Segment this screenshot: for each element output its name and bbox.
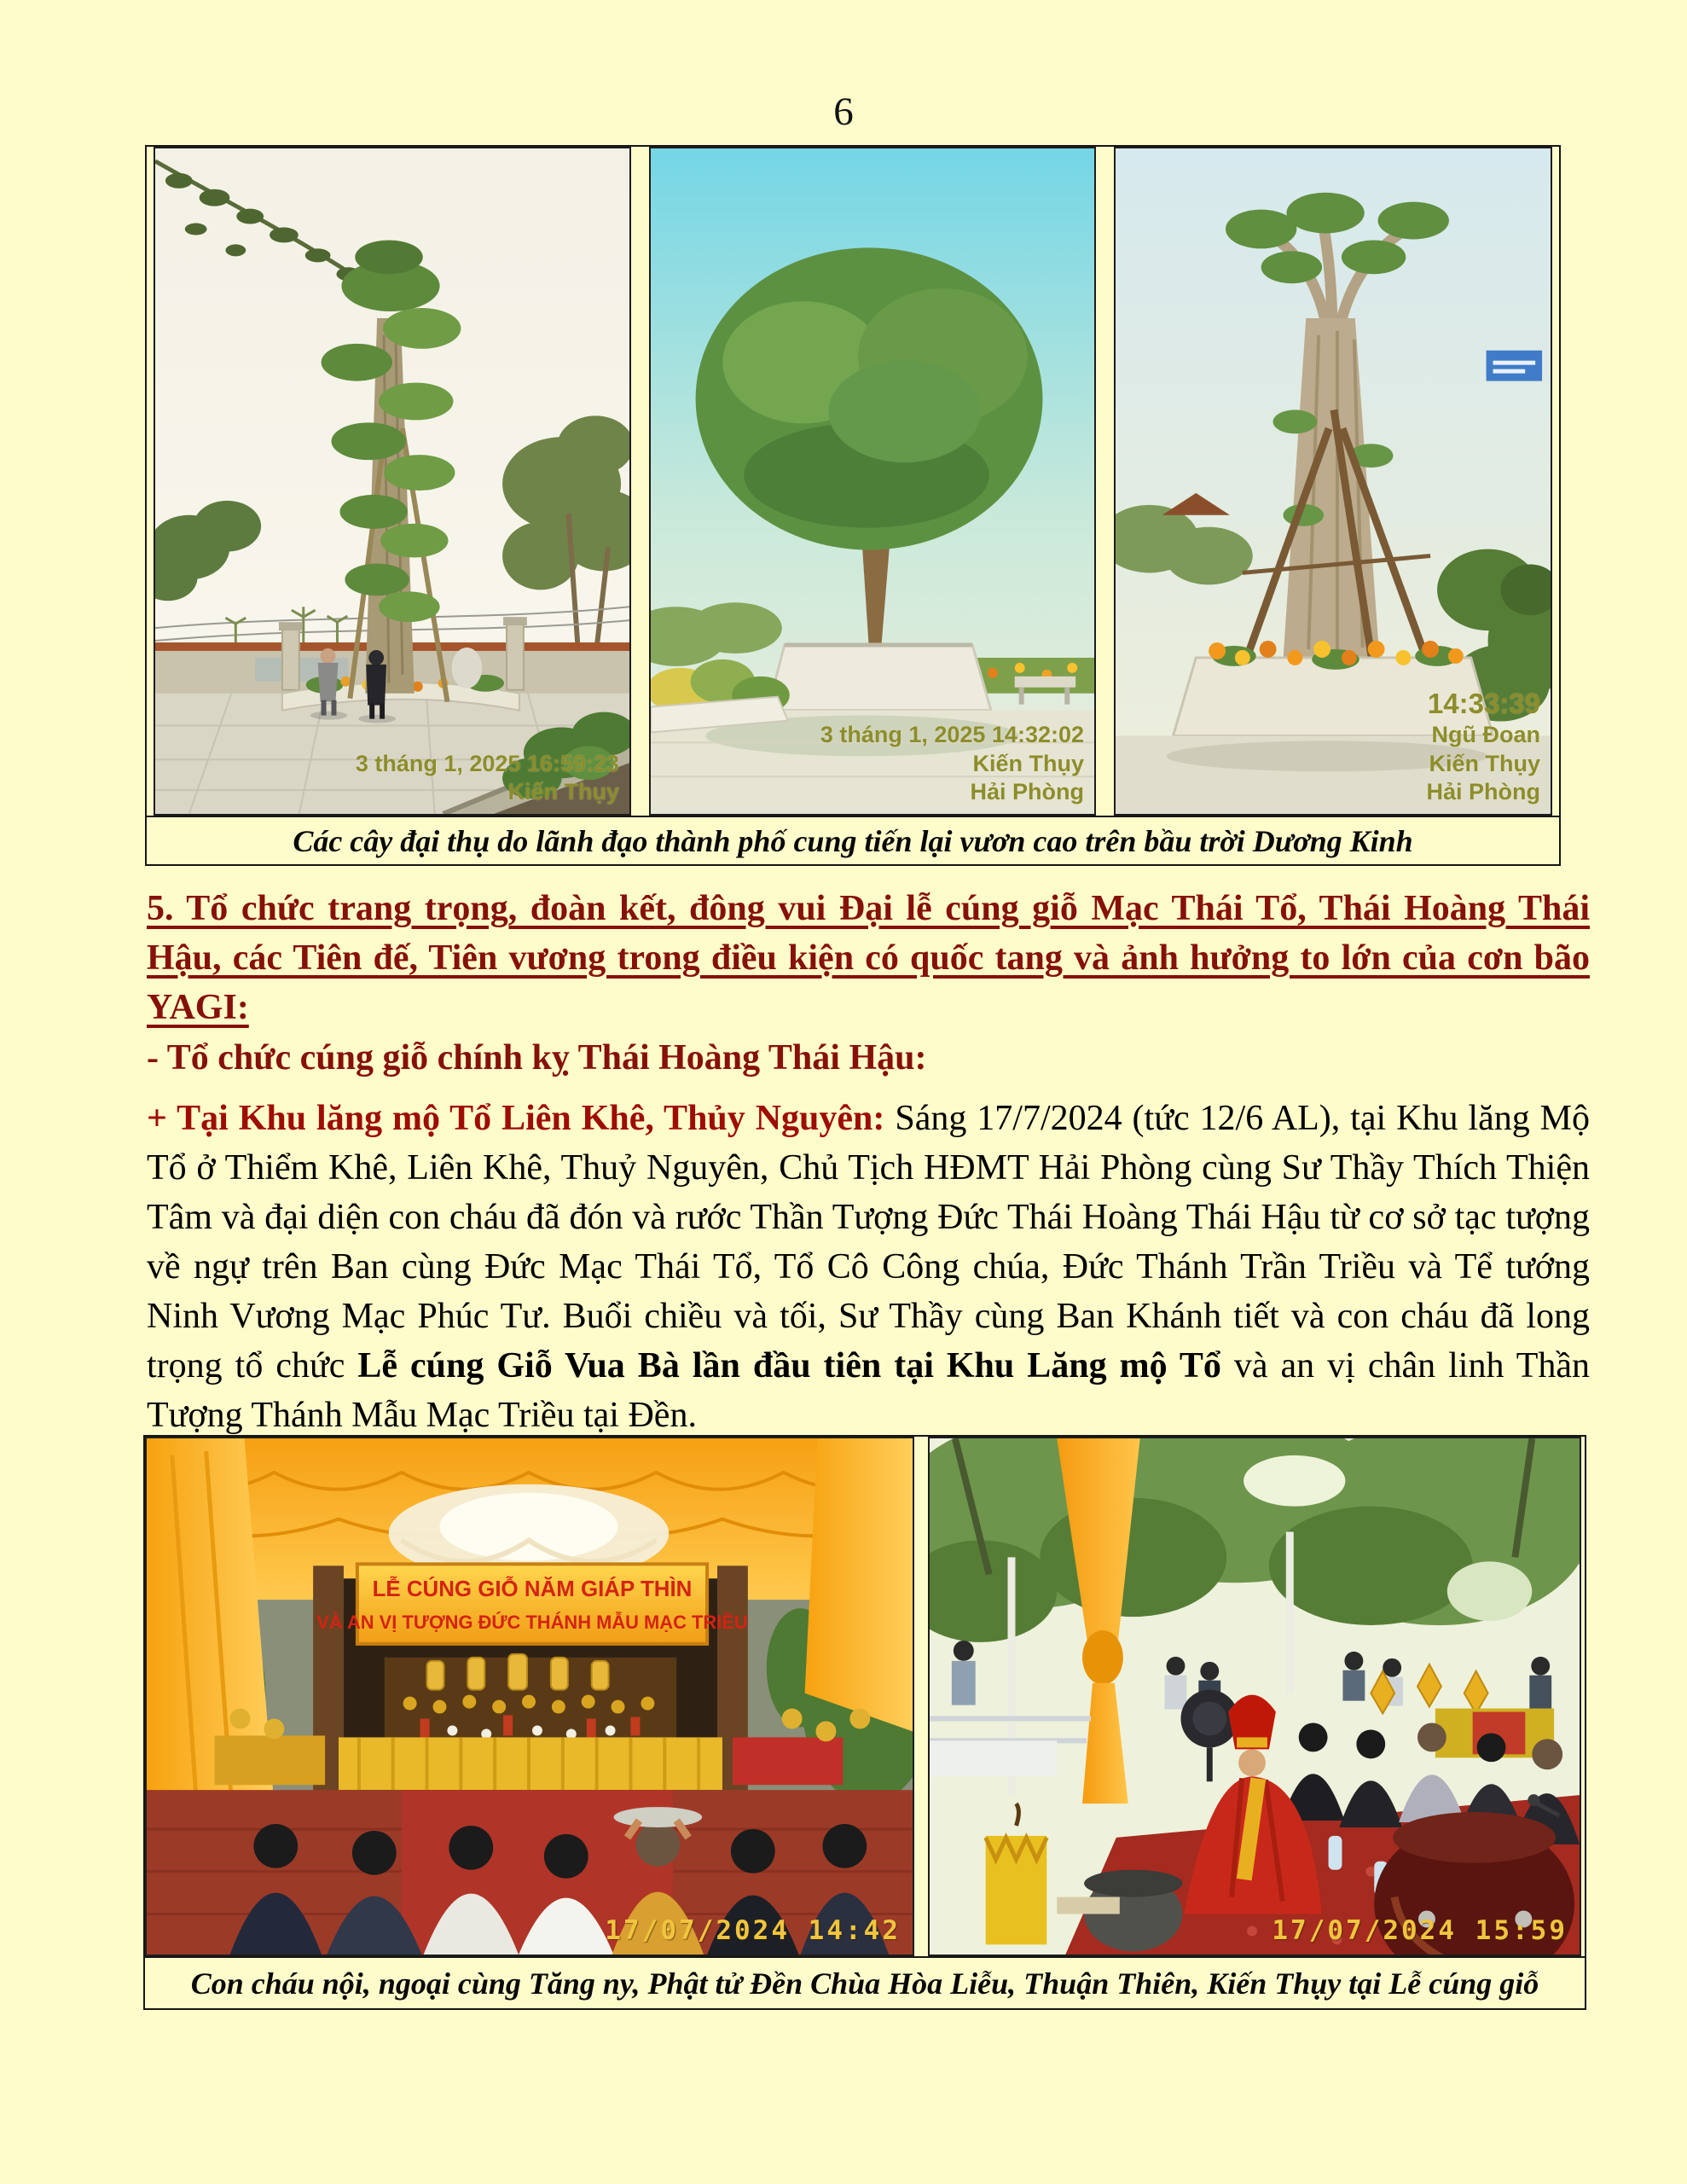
ceremony-banner-line2: VÀ AN VỊ TƯỢNG ĐỨC THÁNH MẪU MẠC TRIỀU xyxy=(316,1612,748,1634)
photo-ceremony-outdoor xyxy=(928,1437,1581,1956)
photo-tree-hai-phong xyxy=(649,147,1096,816)
ceremony-banner-line1: LỄ CÚNG GIỖ NĂM GIÁP THÌN xyxy=(372,1577,693,1602)
photo-ceremony-altar xyxy=(145,1437,914,1956)
outdoor-ceremony-illustration xyxy=(930,1438,1580,1955)
body-paragraph xyxy=(147,1094,1590,1440)
watermark-line: Kiến Thụy xyxy=(972,750,1084,776)
paragraph-text: và an vị chân linh Thần Tượng Thánh Mẫu Mạc Triều tại Đền. xyxy=(147,1346,1590,1435)
paragraph-text: Sáng 17/7/2024 (tức 12/6 AL), tại Khu lăng Mộ Tổ ở Thiểm Khê, Liên Khê, Thuỷ Nguyên, Chủ Tịch HĐMT Hải Phòng cùng Sư Thầy Thích Thiện Tâm và đại diện con cháu đã đón và rước Thần Tượng Đức Thái Hoàng Thái Hậu từ cơ sở tạc tượng về ngự trên Ban cùng Đức Mạc Thái Tổ, Tổ Cô Công chúa, Đức Thánh Trần Triều và Tể tướng Ninh Vương Mạc Phúc Tư. Buổi chiều và tối, Sư Thầy cùng Ban Khánh tiết và con cháu đã long trọng tổ chức xyxy=(147,1099,1590,1385)
watermark-line: 3 tháng 1, 2025 16:59:23 xyxy=(355,750,619,776)
bottom-photo-gallery xyxy=(143,1435,1586,2010)
photo-timestamp: 17/07/2024 14:42 xyxy=(605,1915,901,1947)
photo-watermark xyxy=(820,721,1084,807)
paragraph-bold: Lễ cúng Giỗ Vua Bà lần đầu tiên tại Khu Lăng mộ Tổ xyxy=(357,1346,1221,1385)
watermark-line: Hải Phòng xyxy=(1426,779,1540,805)
watermark-line: Ngũ Đoan xyxy=(1431,721,1540,747)
watermark-line: 3 tháng 1, 2025 14:32:02 xyxy=(820,721,1084,747)
page-number: 6 xyxy=(833,90,854,134)
watermark-line: Hải Phòng xyxy=(970,779,1084,805)
photo-watermark xyxy=(356,750,619,808)
photo-watermark xyxy=(1427,686,1541,808)
caption-text: Con cháu nội, ngoại cùng Tăng ny, Phật tử Đền Chùa Hòa Liễu, Thuận Thiên, Kiến Thụy tại Lễ cúng giỗ xyxy=(190,1966,1539,2001)
round-tree-illustration xyxy=(651,148,1094,814)
caption-text: Các cây đại thụ do lãnh đạo thành phố cung tiến lại vươn cao trên bầu trời Dương Kinh xyxy=(293,823,1413,858)
tree-plaza-illustration xyxy=(155,148,629,814)
photo-tree-ngu-doan xyxy=(1114,147,1552,816)
photo-timestamp: 17/07/2024 15:59 xyxy=(1272,1915,1568,1947)
altar-ceremony-illustration xyxy=(147,1438,913,1955)
top-gallery-caption xyxy=(147,816,1559,864)
paragraph-lead: + Tại Khu lăng mộ Tổ Liên Khê, Thủy Nguyên: xyxy=(147,1099,885,1138)
watermark-line: Kiến Thụy xyxy=(507,779,619,805)
top-photo-gallery xyxy=(145,145,1561,866)
photo-tree-kien-thuy xyxy=(154,147,631,816)
watermark-line: Kiến Thụy xyxy=(1429,750,1540,776)
bottom-photo-row xyxy=(145,1437,1585,1956)
section-heading: 5. Tổ chức trang trọng, đoàn kết, đông vui Đại lễ cúng giỗ Mạc Thái Tổ, Thái Hoàng Thái Hậu, các Tiên đế, Tiên vương trong điều kiện có quốc tang và ảnh hưởng to lớn của cơn bão YAGI: xyxy=(147,889,1590,1027)
watermark-line: 14:33:39 xyxy=(1427,687,1540,719)
top-photo-row xyxy=(147,147,1559,816)
section-subheading: - Tổ chức cúng giỗ chính kỵ Thái Hoàng Thái Hậu: xyxy=(147,1038,927,1077)
bottom-gallery-caption xyxy=(145,1956,1585,2008)
